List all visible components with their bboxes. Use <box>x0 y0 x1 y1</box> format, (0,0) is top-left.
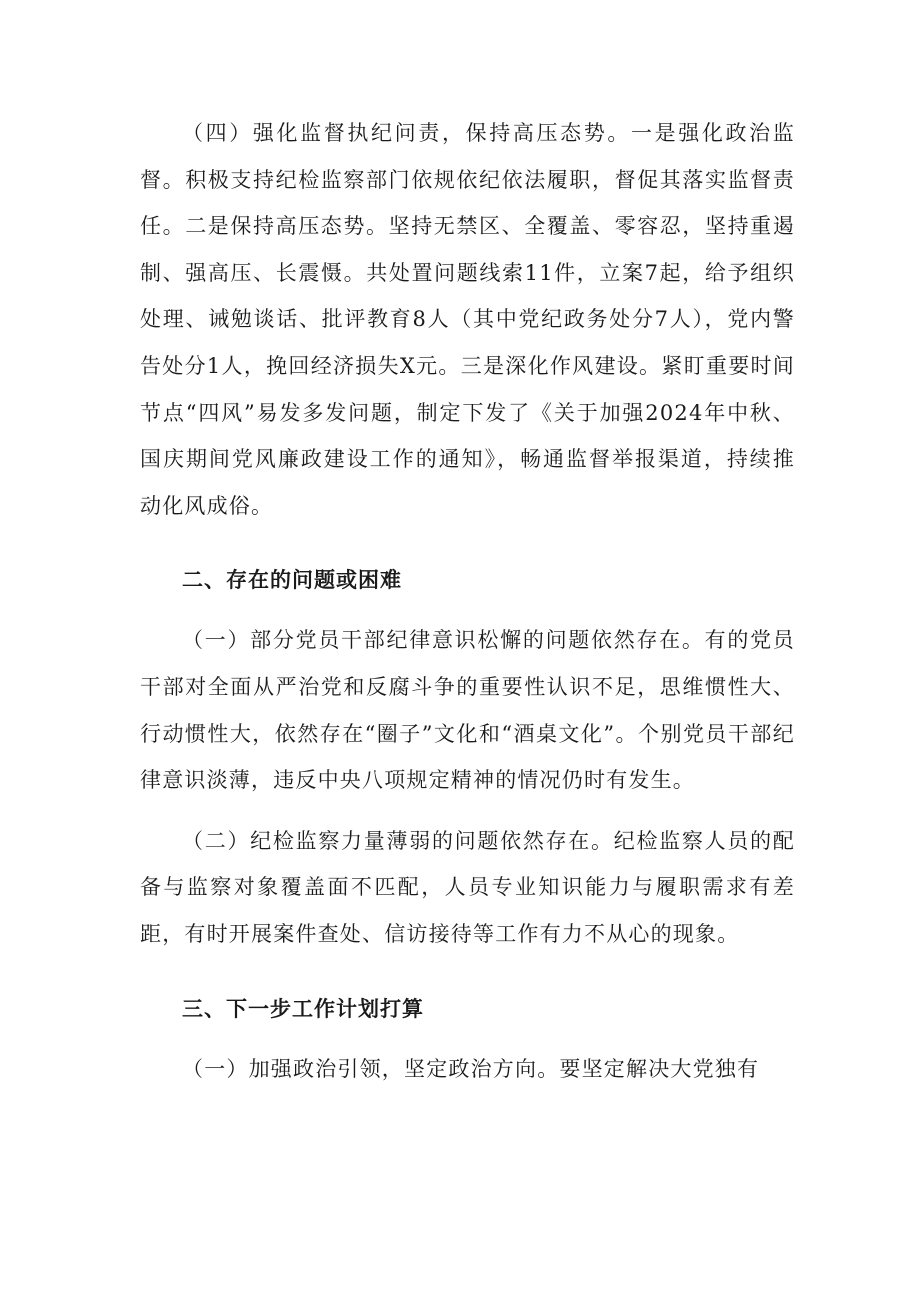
document-body <box>140 110 795 1092</box>
paragraph-supervision-discipline: （四）强化监督执纪问责，保持高压态势。一是强化政治监督。积极支持纪检监察部门依规依纪依法履职，督促其落实监督责任。二是保持高压态势。坚持无禁区、全覆盖、零容忍，坚持重遏制、强高压、长震慑。共处置问题线索11件，立案7起，给予组织处理、诫勉谈话、批评教育8人（其中党纪政务处分7人），党内警告处分1人，挽回经济损失X元。三是深化作风建设。紧盯重要时间节点“四风”易发多发问题，制定下发了《关于加强2024年中秋、国庆期间党风廉政建设工作的通知》，畅通监督举报渠道，持续推动化风成俗。 <box>140 121 795 518</box>
section-heading-problems: 二、存在的问题或困难 <box>182 568 402 593</box>
section-heading-next-steps: 三、下一步工作计划打算 <box>182 996 424 1021</box>
paragraph-discipline-awareness: （一）部分党员干部纪律意识松懈的问题依然存在。有的党员干部对全面从严治党和反腐斗争的重要性认识不足，思维惯性大、行动惯性大，依然存在“圈子”文化和“酒桌文化”。个别党员干部纪律意识淡薄，违反中央八项规定精神的情况仍时有发生。 <box>140 628 795 793</box>
paragraph-supervision-capacity: （二）纪检监察力量薄弱的问题依然存在。纪检监察人员的配备与监察对象覆盖面不匹配，人员专业知识能力与履职需求有差距，有时开展案件查处、信访接待等工作有力不从心的现象。 <box>140 828 795 946</box>
paragraph-political-leadership: （一）加强政治引领，坚定政治方向。要坚定解决大党独有 <box>182 1056 760 1081</box>
